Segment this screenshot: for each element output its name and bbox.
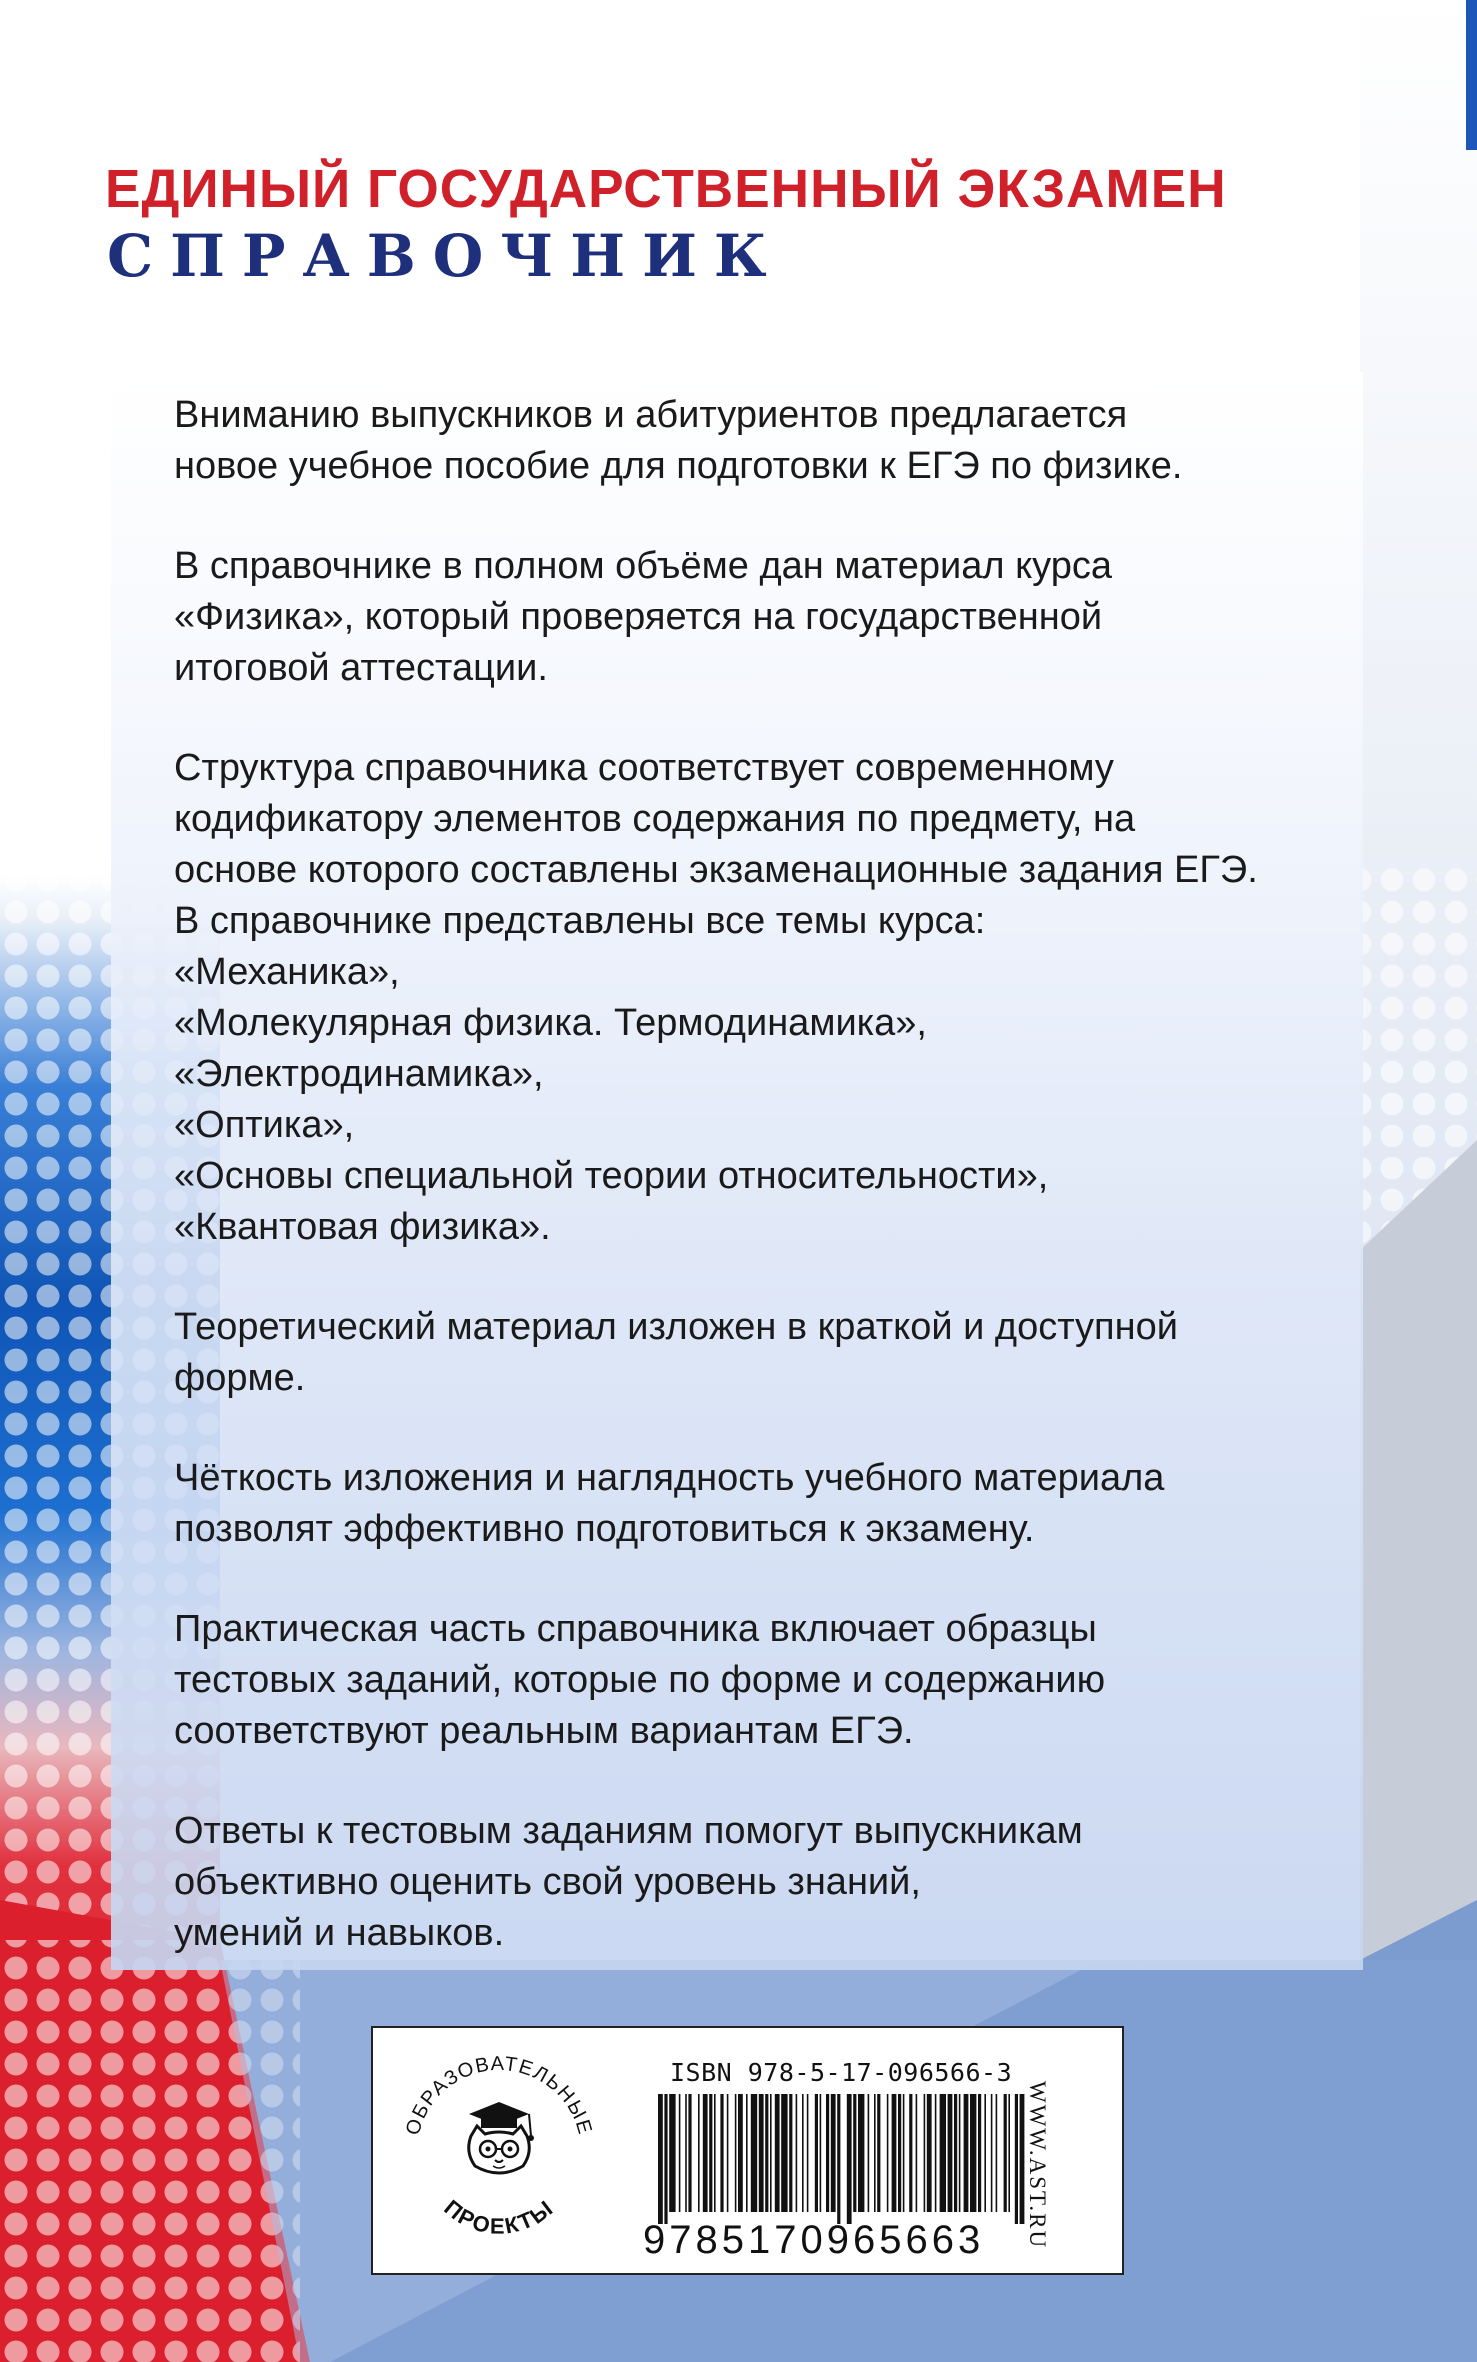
text-line: итоговой аттестации. <box>174 647 548 689</box>
barcode-bar <box>679 2094 681 2212</box>
paragraph-theory <box>174 1302 1344 1404</box>
barcode-block <box>371 2026 1124 2275</box>
barcode-bar <box>924 2094 926 2212</box>
text-line: форме. <box>174 1357 306 1399</box>
barcode-bar <box>751 2094 757 2212</box>
barcode-bar <box>877 2094 880 2212</box>
text-line: Чёткость изложения и наглядность учебного материала <box>174 1457 1165 1499</box>
barcode-bar <box>954 2094 957 2212</box>
publisher-logo <box>389 2040 609 2260</box>
svg-text:ПРОЕКТЫ <box>439 2195 558 2239</box>
paragraph-structure <box>174 743 1344 1253</box>
barcode-bar <box>735 2094 737 2212</box>
barcode-bar <box>688 2094 691 2212</box>
barcode-bar <box>964 2094 969 2212</box>
text-line: позволят эффективно подготовиться к экзамену. <box>174 1508 1035 1550</box>
barcode-bar <box>698 2094 700 2212</box>
text-line: «Физика», который проверяется на государственной <box>174 596 1103 638</box>
barcode-bar <box>940 2094 946 2212</box>
topic-relativity: «Основы специальной теории относительности», <box>174 1155 1049 1197</box>
barcode-bar <box>970 2094 976 2212</box>
barcode-bar <box>815 2094 818 2212</box>
barcode-bar <box>1015 2094 1018 2224</box>
text-line: Ответы к тестовым заданиям помогут выпускникам <box>174 1810 1083 1852</box>
barcode-bar <box>759 2094 764 2212</box>
text-line: В справочнике представлены все темы курса: <box>174 900 986 942</box>
topic-electrodynamics: «Электродинамика», <box>174 1053 544 1095</box>
barcode-bar <box>669 2094 675 2212</box>
barcode-digits: 9785170965663 <box>643 2218 985 2262</box>
book-title: СПРАВОЧНИК <box>107 222 784 290</box>
text-line: Практическая часть справочника включает образцы <box>174 1608 1097 1650</box>
topic-molecular-physics: «Молекулярная физика. Термодинамика», <box>174 1002 927 1044</box>
barcode-icon <box>656 2094 1028 2224</box>
barcode-bar <box>991 2094 993 2212</box>
paragraph-answers <box>174 1806 1344 1959</box>
barcode-bar <box>887 2094 889 2212</box>
text-line: умений и навыков. <box>174 1912 505 1954</box>
barcode-bar <box>984 2094 986 2212</box>
paragraph-intro <box>174 390 1344 492</box>
barcode-bar <box>820 2094 822 2212</box>
description-text <box>174 390 1344 2008</box>
barcode-bar <box>685 2094 687 2212</box>
barcode-bar <box>853 2094 856 2212</box>
barcode-bar <box>959 2094 961 2212</box>
barcode-bar <box>658 2094 663 2224</box>
text-line: Вниманию выпускников и абитуриентов предлагается <box>174 394 1128 436</box>
barcode-bar <box>720 2094 723 2212</box>
barcode-bar <box>802 2094 804 2212</box>
barcode-bar <box>874 2094 876 2212</box>
text-line: Структура справочника соответствует современному <box>174 747 1114 789</box>
publisher-website: WWW.AST.RU <box>1025 2080 1050 2250</box>
barcode-bar <box>1008 2094 1010 2212</box>
barcode-bar <box>898 2094 901 2212</box>
text-line: В справочнике в полном объёме дан материал курса <box>174 545 1112 587</box>
logo-text-bottom: ПРОЕКТЫ <box>439 2194 559 2239</box>
barcode-bar <box>996 2094 998 2212</box>
barcode-bar <box>903 2094 905 2212</box>
series-title: ЕДИНЫЙ ГОСУДАРСТВЕННЫЙ ЭКЗАМЕН <box>105 159 1227 219</box>
barcode-bar <box>738 2094 743 2212</box>
topic-mechanics: «Механика», <box>174 951 400 993</box>
barcode-bar <box>1004 2094 1007 2212</box>
text-line: соответствуют реальным вариантам ЕГЭ. <box>174 1710 914 1752</box>
barcode-bar <box>831 2094 836 2212</box>
barcode-bar <box>714 2094 716 2212</box>
barcode-bar <box>789 2094 792 2212</box>
text-line: тестовых заданий, которые по форме и содержанию <box>174 1659 1106 1701</box>
text-line: Теоретический материал изложен в краткой и доступной <box>174 1306 1178 1348</box>
barcode-bar <box>858 2094 864 2212</box>
text-line: объективно оценить свой уровень знаний, <box>174 1861 921 1903</box>
barcode-bar <box>868 2094 870 2212</box>
barcode-bar <box>746 2094 748 2212</box>
barcode-bar <box>765 2094 768 2212</box>
barcode-bar <box>909 2094 912 2212</box>
barcode-bar <box>709 2094 712 2212</box>
topic-optics: «Оптика», <box>174 1104 355 1146</box>
barcode-bar <box>978 2094 981 2212</box>
barcode-bar <box>837 2094 840 2224</box>
barcode-bar <box>807 2094 809 2212</box>
text-line: новое учебное пособие для подготовки к ЕГЭ по физике. <box>174 445 1183 487</box>
barcode-bar <box>927 2094 932 2212</box>
barcode-bar <box>916 2094 918 2212</box>
paragraph-practice <box>174 1604 1344 1757</box>
barcode-bar <box>796 2094 798 2212</box>
logo-text-top: ОБРАЗОВАТЕЛЬНЫЕ <box>401 2052 597 2138</box>
text-line: кодификатору элементов содержания по предмету, на <box>174 798 1136 840</box>
barcode-bar <box>826 2094 829 2212</box>
barcode-bar <box>948 2094 953 2212</box>
barcode-bar <box>727 2094 729 2212</box>
topic-quantum-physics: «Квантовая физика». <box>174 1206 551 1248</box>
barcode-bar <box>770 2094 772 2212</box>
paragraph-clarity <box>174 1453 1344 1555</box>
barcode-bar <box>664 2094 667 2224</box>
barcode-bar <box>775 2094 780 2212</box>
isbn-number: ISBN 978-5-17-096566-3 <box>670 2058 1013 2087</box>
barcode-bar <box>703 2094 708 2212</box>
barcode-bar <box>781 2094 787 2212</box>
paragraph-content <box>174 541 1344 694</box>
text-line: основе которого составлены экзаменационные задания ЕГЭ. <box>174 849 1258 891</box>
barcode-bar <box>892 2094 897 2212</box>
barcode-bar <box>847 2094 852 2224</box>
barcode-bar <box>935 2094 937 2212</box>
